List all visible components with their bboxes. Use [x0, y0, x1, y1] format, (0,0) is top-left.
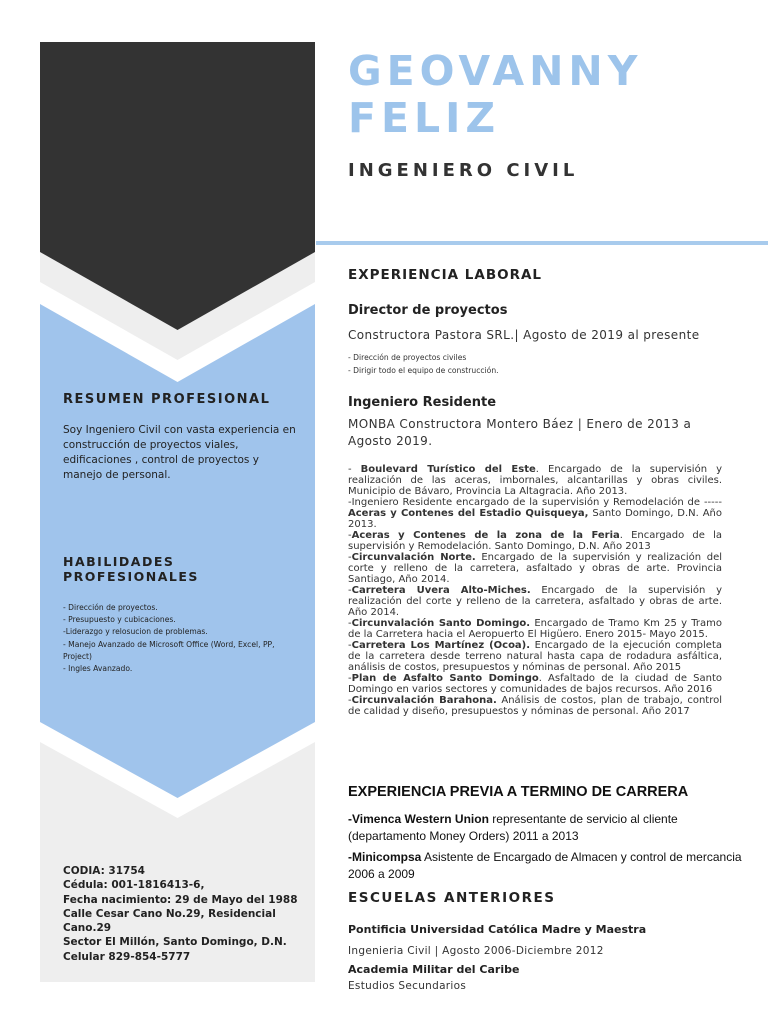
contact-line: Cédula: 001-1816413-6,: [63, 879, 205, 892]
school-detail: Ingenieria Civil | Agosto 2006-Diciembre 2012: [348, 945, 604, 957]
job-bullet: - Dirección de proyectos civiles: [348, 353, 467, 362]
school-name: Academia Militar del Caribe: [348, 963, 520, 976]
job-residente: [348, 395, 722, 717]
skill-item: - Manejo Avanzado de Microsoft Office (Word, Excel, PP, Project): [63, 639, 275, 661]
skill-item: -Liderazgo y relosucion de problemas.: [63, 627, 208, 637]
previous-item: -Vimenca Western Union representante de servicio al cliente (departamento Money Orders) 2011 a 2013: [348, 812, 678, 843]
contact-info: [63, 864, 303, 964]
skills-heading: HABILIDADES PROFESIONALES: [63, 554, 199, 584]
experience-heading: EXPERIENCIA LABORAL: [348, 267, 543, 283]
sidebar: [40, 42, 315, 982]
contact-line: Calle Cesar Cano No.29, Residencial: [63, 907, 276, 920]
contact-line: Cano.29: [63, 922, 112, 935]
contact-line: Celular 829-854-5777: [63, 950, 191, 963]
job-company: Constructora Pastora SRL.| Agosto de 2019 al presente: [348, 328, 700, 342]
skills-list: [63, 602, 298, 675]
candidate-name: [348, 48, 642, 142]
education-section: [348, 890, 722, 992]
job-title: Ingeniero Residente: [348, 395, 497, 410]
contact-line: Fecha nacimiento: 29 de Mayo del 1988: [63, 893, 298, 906]
summary-heading: RESUMEN PROFESIONAL: [63, 392, 271, 407]
summary-section: [63, 392, 298, 483]
job-title: Director de proyectos: [348, 303, 508, 318]
project-item: - Boulevard Turístico del Este. Encargado de la supervisión y realización de las aceras, imbornales, alcantarillas y obras civiles. Municipio de Bávaro, Provincia La Altagracia. Año 2013.: [348, 464, 723, 497]
project-item: -Carretera Los Martínez (Ocoa). Encargado de la ejecución completa de la carretera desde terreno natural hasta capa de rodadura asfáltica, análisis de costos, presupuestos y nóminas de personal. Año 2015: [348, 640, 722, 673]
skill-item: - Dirección de proyectos.: [63, 603, 158, 612]
school-name: Pontificia Universidad Católica Madre y Maestra: [348, 923, 647, 936]
skills-section: [63, 554, 298, 675]
previous-experience-section: [348, 784, 743, 883]
project-item: -Ingeniero Residente encargado de la supervisión y Remodelación de -----Aceras y Contenes del Estadio Quisqueya, Santo Domingo, D.N. Año 2013.: [348, 497, 722, 530]
skill-item: - Ingles Avanzado.: [63, 664, 133, 674]
contact-line: CODIA: 31754: [63, 865, 145, 877]
job-company: MONBA Constructora Montero Báez | Enero de 2013 a Agosto 2019.: [348, 417, 692, 448]
contact-line: Sector El Millón, Santo Domingo, D.N.: [63, 936, 287, 949]
project-list: [348, 464, 722, 717]
job-director: [348, 303, 722, 377]
project-item: -Circunvalación Barahona. Análisis de costos, plan de trabajo, control de calidad y diseño, presupuestos y nóminas de personal. Año 2017: [348, 695, 722, 717]
education-heading: ESCUELAS ANTERIORES: [348, 890, 556, 906]
job-bullet: - Dirigir todo el equipo de construcción.: [348, 366, 499, 375]
project-item: -Aceras y Contenes de la zona de la Feria. Encargado de la supervisión y Remodelación. Santo Domingo, D.N. Año 2013: [348, 530, 722, 552]
experience-section: [348, 267, 722, 283]
project-item: -Circunvalación Norte. Encargado de la supervisión y realización del corte y relleno de la carretera, asfaltado y obras de arte. Provincia Santiago, Año 2014.: [348, 552, 723, 585]
job-bullets: [348, 351, 722, 377]
skill-item: - Presupuesto y cubicaciones.: [63, 615, 176, 625]
project-item: -Circunvalación Santo Domingo. Encargado de Tramo Km 25 y Tramo de la Carretera hacia el Aeropuerto El Higüero. Enero 2015- Mayo 2015.: [348, 618, 722, 640]
name-last: FELIZ: [348, 94, 501, 142]
sidebar-chevron-graphic: [40, 42, 315, 982]
school-detail: Estudios Secundarios: [348, 980, 467, 992]
previous-item: -Minicompsa Asistente de Encargado de Almacen y control de mercancia 2006 a 2009: [348, 850, 742, 881]
project-item: -Carretera Uvera Alto-Miches. Encargado de la supervisión y realización del corte y relleno de la carretera, asfaltado y obras de arte. Año 2014.: [348, 585, 723, 618]
previous-heading: EXPERIENCIA PREVIA A TERMINO DE CARRERA: [348, 784, 689, 800]
project-item: -Plan de Asfalto Santo Domingo. Asfaltado de la ciudad de Santo Domingo en varios sectores y comunidades de bajos recursos. Año 2016: [348, 673, 722, 695]
summary-text: Soy Ingeniero Civil con vasta experiencia en construcción de proyectos viales, edificaciones , control de proyectos y manejo de personal.: [63, 424, 296, 481]
candidate-role: INGENIERO CIVIL: [348, 160, 579, 181]
name-first: GEOVANNY: [348, 47, 643, 95]
header-divider: [316, 241, 768, 245]
